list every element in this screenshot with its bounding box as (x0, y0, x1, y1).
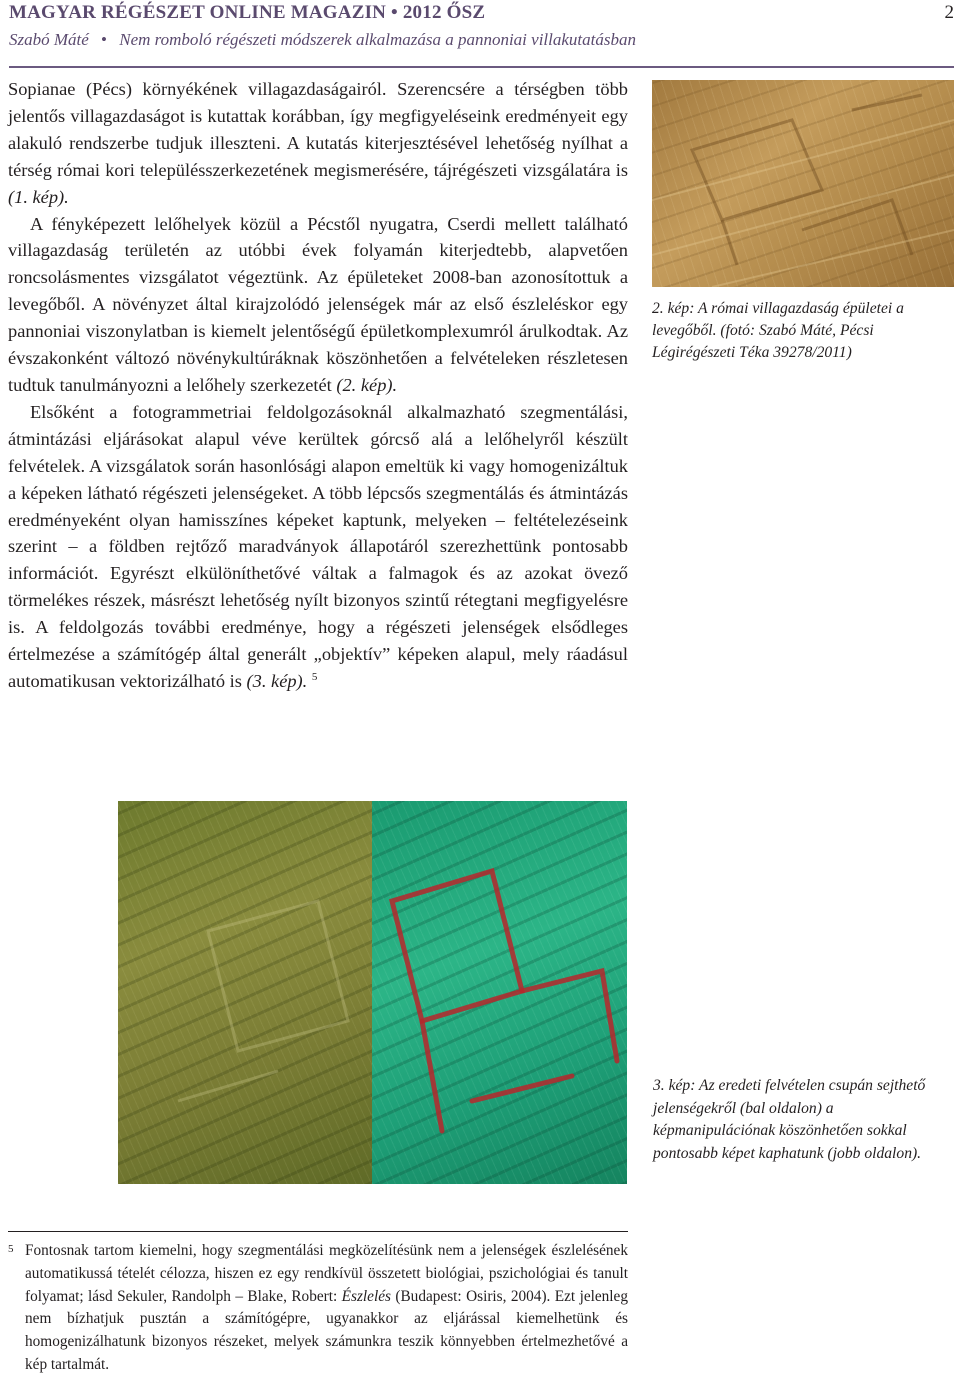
figure-ref-3: (3. kép). (246, 670, 308, 691)
footnote-divider (8, 1231, 628, 1232)
paragraph-1 (8, 76, 628, 211)
article-title: Nem romboló régészeti módszerek alkalmazása a pannoniai villakutatásban (119, 30, 636, 49)
faint-features-overlay (118, 801, 372, 1184)
footnote-book-title: Észlelés (341, 1287, 391, 1305)
footnote-text-b: (Budapest: Osiris, 2004). Ezt jelenleg nem bízhatjuk pusztán a számítógépre, ugyanakkor az eljárással kiemelhetünk és homogenizálhatunk bizonyos részeket, melyek számunkra teszik könnyebben értelmezhetővé a kép tartalmát. (25, 1287, 628, 1373)
separator-bullet: • (101, 30, 107, 49)
figure-2-caption (652, 298, 954, 364)
running-head (9, 30, 954, 50)
author-name: Szabó Máté (9, 30, 89, 49)
figure-3-caption: 3. kép: Az eredeti felvételen csupán sejthető jelenségekről (bal oldalon) a képmanipulációnak köszönhetően sokkal pontosabb képet kaphatunk (jobb oldalon). (653, 1077, 926, 1162)
figure-2-caption-credit: (fotó: Szabó Máté, Pécsi Légirégészeti Téka 39278/2011) (652, 322, 874, 361)
paragraph-3 (8, 399, 628, 695)
footnote-number: 5 (8, 1243, 14, 1255)
footnote-reference: 5 (311, 670, 318, 683)
aerial-photo-villa (652, 80, 954, 287)
page-number: 2 (944, 2, 954, 23)
highlighted-features-overlay (372, 801, 627, 1184)
villa-cropmarks-overlay (652, 80, 954, 287)
paragraph-1-text: Sopianae (Pécs) környékének villagazdaságairól. Szerencsére a térségben több jelentős villagazdaságot is kutattak korábban, így megfigyeléseink eredményeit egy alakuló rendszerbe tudjuk illeszteni. A kutatás kiterjesztésével lehetőség nyílhat a térség római kori településszerkezetének megismerésére, tájrégészeti vizsgálatára is (8, 79, 628, 180)
footnote (8, 1240, 628, 1377)
figure-ref-2: (2. kép). (336, 374, 398, 395)
paragraph-2 (8, 211, 628, 399)
footnote-text-a: Fontosnak tartom kiemelni, hogy szegmentálási megközelítésünk nem a jelenségek észlelésének automatikussá tételét célozza, hiszen ez egy rendkívül összetett biológiai, pszichológiai és tanult folyamat; lásd Sekuler, Randolph – Blake, Robert: (25, 1242, 628, 1305)
figure-2-caption-main: 2. kép: A római villagazdaság épületei a levegőből. (652, 300, 904, 339)
footnote-text (25, 1240, 628, 1377)
header-rule (9, 66, 954, 68)
figure-ref-1: (1. kép). (8, 186, 69, 207)
page-header (9, 2, 954, 50)
original-aerial-photo (118, 801, 372, 1184)
magazine-title: MAGYAR RÉGÉSZET ONLINE MAGAZIN • 2012 ŐSZ (9, 2, 486, 23)
processed-false-color-photo (372, 801, 627, 1184)
paragraph-3-text: Elsőként a fotogrammetriai feldolgozásoknál alkalmazható szegmentálási, átmintázási eljárásokat alapul véve kerültek górcső alá a lelőhelyről készült felvételek. A vizsgálatok során hasonlósági alapon emeltük ki vagy homogenizáltuk a képeken látható régészeti jelenségeket. A több lépcsős szegmentálás és átmintázás eredményeként olyan hamisszínes képeket kaptunk, melyeken – feltételezéseink szerint – a földben rejtőző maradványok állapotáról szerezhettünk pontosabb információt. Egyrészt elkülöníthetővé váltak a falmagok és az azokat övező törmelékes részek, másrészt lehetőség nyílt bizonyos szintű rétegtani megfigyelésre is. A feldolgozás további eredménye, hogy a régészeti jelenségek elsődleges értelmezése a számítógép által generált „objektív” képeken alapul, mely ráadásul automatikusan vektorizálható is (8, 401, 628, 691)
article-body (8, 76, 628, 695)
paragraph-2-text: A fényképezett lelőhelyek közül a Pécstől nyugatra, Cserdi mellett található villagazdaság területén az utóbbi évek folyamán kiterjedtebb, alapvetően roncsolásmentes vizsgálatot végeztünk. Az épületeket 2008-ban azonosítottuk a levegőből. A növényzet által kirajzolódó jelenségek már az első észleléskor egy pannoniai viszonylatban is kiemelt jelentőségű épületkomplexumról árulkodtak. Az évszakonként változó növénykultúráknak köszönhetően a felvételeken részletesen tudtuk tanulmányozni a lelőhely szerkezetét (8, 213, 628, 395)
